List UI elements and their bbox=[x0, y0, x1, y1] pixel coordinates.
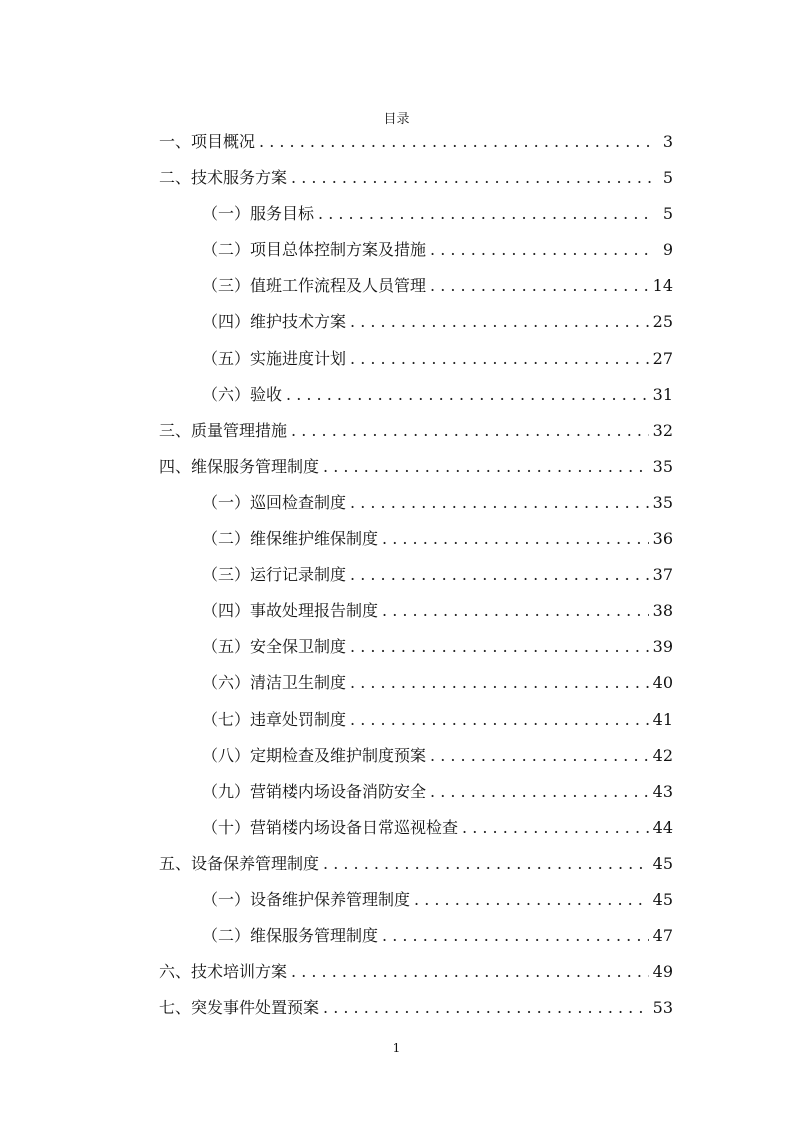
toc-leader-dots bbox=[350, 665, 649, 701]
toc-leader-dots bbox=[323, 449, 649, 485]
toc-entry[interactable] bbox=[159, 990, 673, 1026]
toc-leader-dots bbox=[286, 377, 649, 413]
toc-entry-page: 36 bbox=[652, 529, 673, 549]
toc-leader-dots bbox=[350, 629, 649, 665]
toc-leader-dots bbox=[430, 232, 655, 268]
toc-entry-label: （九）营销楼内场设备消防安全 bbox=[202, 781, 427, 801]
toc-entry-page: 43 bbox=[652, 781, 673, 801]
toc-entry-label: （一）服务目标 bbox=[202, 204, 315, 224]
toc-entry-page: 45 bbox=[652, 889, 673, 909]
toc-entry-label: 七、突发事件处置预案 bbox=[159, 998, 320, 1018]
page-title: 目录 bbox=[383, 112, 410, 127]
toc-entry[interactable] bbox=[159, 846, 673, 882]
toc-entry[interactable] bbox=[159, 810, 673, 846]
toc-entry-label: （七）违章处罚制度 bbox=[202, 709, 347, 729]
toc-entry-label: （一）设备维护保养管理制度 bbox=[202, 889, 411, 909]
toc-entry-label: 一、项目概况 bbox=[159, 132, 256, 151]
toc-leader-dots bbox=[318, 196, 655, 232]
toc-leader-dots bbox=[323, 990, 649, 1026]
toc-entry-page: 35 bbox=[652, 456, 673, 476]
toc-leader-dots bbox=[414, 882, 649, 918]
toc-entry-page: 41 bbox=[652, 709, 673, 729]
toc-entry[interactable] bbox=[159, 160, 673, 196]
toc-entry-label: （二）项目总体控制方案及措施 bbox=[202, 240, 427, 260]
toc-entry-page: 44 bbox=[652, 817, 673, 837]
toc-entry-label: 五、设备保养管理制度 bbox=[159, 853, 320, 873]
toc-entry-label: （三）运行记录制度 bbox=[202, 565, 347, 585]
toc-leader-dots bbox=[350, 485, 649, 521]
toc-entry[interactable] bbox=[159, 774, 673, 810]
toc-entry-page: 31 bbox=[652, 384, 673, 404]
toc-entry[interactable] bbox=[159, 954, 673, 990]
toc-entry-page: 14 bbox=[652, 276, 673, 296]
toc-entry[interactable] bbox=[159, 341, 673, 377]
toc-entry[interactable] bbox=[159, 413, 673, 449]
toc-entry[interactable] bbox=[159, 918, 673, 954]
toc-entry-page: 47 bbox=[652, 926, 673, 946]
toc-entry[interactable] bbox=[159, 124, 673, 160]
toc-leader-dots bbox=[382, 918, 649, 954]
toc-entry-label: （二）维保服务管理制度 bbox=[202, 926, 379, 946]
toc-entry[interactable] bbox=[159, 738, 673, 774]
toc-entry-page: 9 bbox=[662, 240, 673, 260]
toc-entry-page: 25 bbox=[652, 312, 673, 332]
toc-entry-label: 三、质量管理措施 bbox=[159, 420, 288, 440]
toc-entry-page: 38 bbox=[652, 601, 673, 621]
toc-entry-page: 3 bbox=[662, 132, 673, 151]
toc-leader-dots bbox=[259, 124, 655, 160]
toc-entry[interactable] bbox=[159, 377, 673, 413]
toc-entry-page: 39 bbox=[652, 637, 673, 657]
toc-leader-dots bbox=[382, 521, 649, 557]
toc-entry[interactable] bbox=[159, 232, 673, 268]
toc-entry-label: （六）验收 bbox=[202, 384, 283, 404]
toc-leader-dots bbox=[291, 413, 649, 449]
toc-entry[interactable] bbox=[159, 702, 673, 738]
toc-leader-dots bbox=[382, 593, 649, 629]
toc-entry-label: （四）事故处理报告制度 bbox=[202, 601, 379, 621]
toc-entry-page: 42 bbox=[652, 745, 673, 765]
toc-entry-page: 37 bbox=[652, 565, 673, 585]
toc-entry-page: 49 bbox=[652, 962, 673, 982]
toc-entry-page: 35 bbox=[652, 492, 673, 512]
toc-leader-dots bbox=[291, 954, 649, 990]
toc-entry-page: 27 bbox=[652, 348, 673, 368]
toc-entry-label: （五）安全保卫制度 bbox=[202, 637, 347, 657]
toc-entry-page: 32 bbox=[652, 420, 673, 440]
toc-leader-dots bbox=[291, 160, 655, 196]
toc-entry-label: 四、维保服务管理制度 bbox=[159, 456, 320, 476]
toc-entry[interactable] bbox=[159, 449, 673, 485]
toc-entry-page: 53 bbox=[652, 998, 673, 1018]
toc-entry[interactable] bbox=[159, 665, 673, 701]
toc-entry-label: 二、技术服务方案 bbox=[159, 168, 288, 188]
toc-entry[interactable] bbox=[159, 557, 673, 593]
toc-entry-label: （八）定期检查及维护制度预案 bbox=[202, 745, 427, 765]
toc-entry-label: 六、技术培训方案 bbox=[159, 962, 288, 982]
toc-leader-dots bbox=[350, 702, 649, 738]
toc-entry[interactable] bbox=[159, 304, 673, 340]
toc-leader-dots bbox=[430, 738, 649, 774]
toc-leader-dots bbox=[430, 774, 649, 810]
toc-leader-dots bbox=[462, 810, 649, 846]
toc-entry-label: （四）维护技术方案 bbox=[202, 312, 347, 332]
toc-entry-label: （六）清洁卫生制度 bbox=[202, 673, 347, 693]
toc-entry[interactable] bbox=[159, 593, 673, 629]
toc-entry[interactable] bbox=[159, 196, 673, 232]
toc-entry[interactable] bbox=[159, 521, 673, 557]
toc-entry[interactable] bbox=[159, 882, 673, 918]
table-of-contents bbox=[159, 124, 673, 1026]
toc-entry[interactable] bbox=[159, 485, 673, 521]
toc-entry[interactable] bbox=[159, 629, 673, 665]
toc-entry-page: 45 bbox=[652, 853, 673, 873]
toc-entry-label: （五）实施进度计划 bbox=[202, 348, 347, 368]
toc-leader-dots bbox=[430, 268, 649, 304]
toc-leader-dots bbox=[350, 341, 649, 377]
toc-entry-page: 5 bbox=[662, 168, 673, 188]
page-number: 1 bbox=[392, 1041, 401, 1055]
toc-entry-label: （三）值班工作流程及人员管理 bbox=[202, 276, 427, 296]
toc-entry[interactable] bbox=[159, 268, 673, 304]
toc-entry-label: （十）营销楼内场设备日常巡视检查 bbox=[202, 817, 459, 837]
toc-leader-dots bbox=[350, 557, 649, 593]
toc-entry-label: （二）维保维护维保制度 bbox=[202, 529, 379, 549]
toc-leader-dots bbox=[350, 304, 649, 340]
toc-entry-page: 40 bbox=[652, 673, 673, 693]
toc-entry-page: 5 bbox=[662, 204, 673, 224]
toc-leader-dots bbox=[323, 846, 649, 882]
toc-entry-label: （一）巡回检查制度 bbox=[202, 492, 347, 512]
